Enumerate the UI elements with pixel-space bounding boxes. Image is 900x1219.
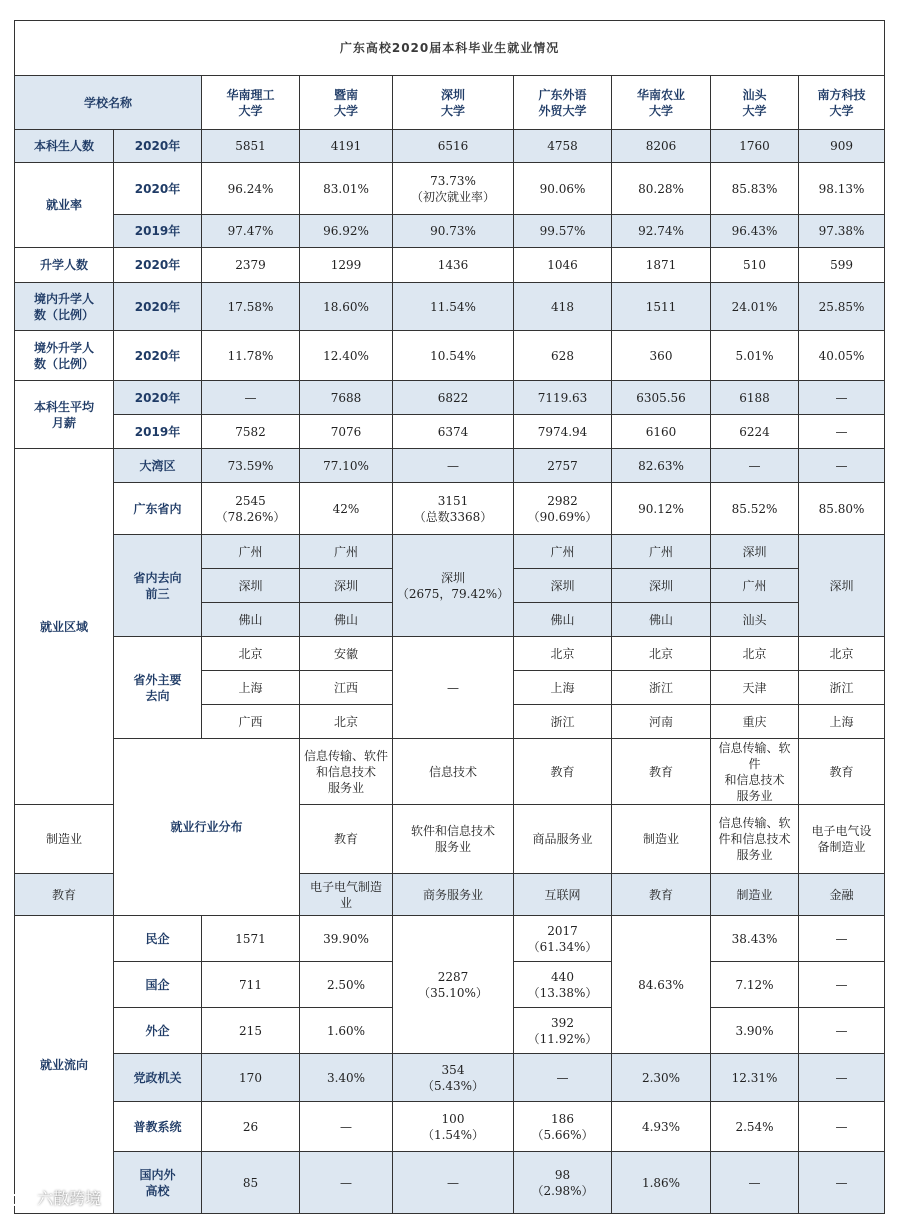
undergrad-count-row — [15, 130, 885, 163]
school-szu: 深圳 大学 — [393, 76, 514, 130]
cell: — — [393, 449, 514, 483]
cell: 96.92% — [300, 215, 393, 248]
cell: 6160 — [612, 415, 711, 449]
cell: — — [799, 1054, 885, 1102]
cell: 4758 — [514, 130, 612, 163]
year-label: 2020年 — [114, 381, 202, 415]
school-sustech: 南方科技 大学 — [799, 76, 885, 130]
cell: 4191 — [300, 130, 393, 163]
sub-label: 省内去向 前三 — [114, 535, 202, 637]
cell: 2982 （90.69%） — [514, 483, 612, 535]
cell: 制造业 — [711, 874, 799, 916]
cell: 440 （13.38%） — [514, 962, 612, 1008]
cell: 佛山 — [612, 603, 711, 637]
cell: 制造业 — [15, 805, 114, 874]
cell: 85.52% — [711, 483, 799, 535]
cell: 3151 （总数3368） — [393, 483, 514, 535]
cell: 909 — [799, 130, 885, 163]
cell: 1299 — [300, 248, 393, 283]
cell: — — [393, 637, 514, 739]
cell: 金融 — [799, 874, 885, 916]
cell: 软件和信息技术 服务业 — [393, 805, 514, 874]
cell: 96.43% — [711, 215, 799, 248]
cell: 教育 — [612, 739, 711, 805]
table-title: 广东高校2020届本科毕业生就业情况 — [15, 21, 885, 76]
cell: 浙江 — [612, 671, 711, 705]
cell: 信息传输、软 件和信息技术 服务业 — [711, 805, 799, 874]
cell: 深圳 （2675，79.42%） — [393, 535, 514, 637]
cell: 92.74% — [612, 215, 711, 248]
cell: — — [799, 449, 885, 483]
cell: 教育 — [799, 739, 885, 805]
cell: 170 — [202, 1054, 300, 1102]
header-row — [15, 76, 885, 130]
cell: 90.12% — [612, 483, 711, 535]
employment-table-container — [14, 20, 884, 1214]
cell: — — [799, 1102, 885, 1152]
year-label: 2020年 — [114, 283, 202, 331]
cell: 信息技术 — [393, 739, 514, 805]
cell: 7119.63 — [514, 381, 612, 415]
cell: 510 — [711, 248, 799, 283]
cell: 深圳 — [612, 569, 711, 603]
cell: 3.40% — [300, 1054, 393, 1102]
cell: 12.40% — [300, 331, 393, 381]
cell: 599 — [799, 248, 885, 283]
cell: 1436 — [393, 248, 514, 283]
cell: 98.13% — [799, 163, 885, 215]
cell: 教育 — [15, 874, 114, 916]
cell: 40.05% — [799, 331, 885, 381]
cell: 90.73% — [393, 215, 514, 248]
cell: 99.57% — [514, 215, 612, 248]
cell: 24.01% — [711, 283, 799, 331]
year-label: 2019年 — [114, 215, 202, 248]
cell: 上海 — [799, 705, 885, 739]
cell: 42% — [300, 483, 393, 535]
cell: 6374 — [393, 415, 514, 449]
cell: — — [799, 415, 885, 449]
cell: 84.63% — [612, 916, 711, 1054]
cell: 7582 — [202, 415, 300, 449]
cell: — — [799, 962, 885, 1008]
cell: 北京 — [612, 637, 711, 671]
row-label: 升学人数 — [15, 248, 114, 283]
cell: 1571 — [202, 916, 300, 962]
cell: 佛山 — [202, 603, 300, 637]
cell: 2545 （78.26%） — [202, 483, 300, 535]
year-label: 2019年 — [114, 415, 202, 449]
cell: 广西 — [202, 705, 300, 739]
cell: 12.31% — [711, 1054, 799, 1102]
cell: 354 （5.43%） — [393, 1054, 514, 1102]
sub-label: 党政机关 — [114, 1054, 202, 1102]
cell: 85 — [202, 1152, 300, 1214]
cell: 北京 — [711, 637, 799, 671]
cell: 6822 — [393, 381, 514, 415]
cell: 6305.56 — [612, 381, 711, 415]
cell: 85.83% — [711, 163, 799, 215]
cell: 418 — [514, 283, 612, 331]
school-scau: 华南农业 大学 — [612, 76, 711, 130]
salary-2019-row — [15, 415, 885, 449]
cell: 628 — [514, 331, 612, 381]
cell: 互联网 — [514, 874, 612, 916]
cell: 河南 — [612, 705, 711, 739]
cell: 1871 — [612, 248, 711, 283]
cell: 佛山 — [300, 603, 393, 637]
overseas-study-row — [15, 331, 885, 381]
row-label: 本科生人数 — [15, 130, 114, 163]
cell: — — [799, 1008, 885, 1054]
flow-party-row — [15, 1054, 885, 1102]
year-label: 2020年 — [114, 331, 202, 381]
flow-univ-row — [15, 1152, 885, 1214]
top3-row-1 — [15, 535, 885, 569]
cell: 77.10% — [300, 449, 393, 483]
year-label: 2020年 — [114, 130, 202, 163]
watermark-logo-icon — [8, 1193, 32, 1207]
cell: 5851 — [202, 130, 300, 163]
domestic-study-row — [15, 283, 885, 331]
cell: 商品服务业 — [514, 805, 612, 874]
school-stu: 汕头 大学 — [711, 76, 799, 130]
cell: 186 （5.66%） — [514, 1102, 612, 1152]
cell: 2287 （35.10%） — [393, 916, 514, 1054]
sub-label: 民企 — [114, 916, 202, 962]
sub-label: 省外主要 去向 — [114, 637, 202, 739]
employment-table — [14, 20, 885, 1214]
row-label: 就业区域 — [15, 449, 114, 805]
cell: — — [711, 449, 799, 483]
cell: 98 （2.98%） — [514, 1152, 612, 1214]
cell: 6516 — [393, 130, 514, 163]
cell: — — [202, 381, 300, 415]
cell: 安徽 — [300, 637, 393, 671]
employment-rate-2019-row — [15, 215, 885, 248]
cell: 北京 — [514, 637, 612, 671]
further-study-row — [15, 248, 885, 283]
cell: 6224 — [711, 415, 799, 449]
cell: 广州 — [612, 535, 711, 569]
sub-label: 广东省内 — [114, 483, 202, 535]
employment-rate-2020-row — [15, 163, 885, 215]
cell: 2379 — [202, 248, 300, 283]
cell: — — [799, 1152, 885, 1214]
row-label: 就业流向 — [15, 916, 114, 1214]
cell: — — [393, 1152, 514, 1214]
cell: 浙江 — [514, 705, 612, 739]
cell: 2.30% — [612, 1054, 711, 1102]
cell: 深圳 — [300, 569, 393, 603]
cell: 江西 — [300, 671, 393, 705]
cell: 7974.94 — [514, 415, 612, 449]
cell: 深圳 — [514, 569, 612, 603]
cell: 73.59% — [202, 449, 300, 483]
cell: 97.47% — [202, 215, 300, 248]
cell: 教育 — [612, 874, 711, 916]
cell: 5.01% — [711, 331, 799, 381]
cell: 汕头 — [711, 603, 799, 637]
cell: 215 — [202, 1008, 300, 1054]
cell: — — [799, 916, 885, 962]
year-label: 2020年 — [114, 163, 202, 215]
flow-private-row — [15, 916, 885, 962]
cell: 广州 — [202, 535, 300, 569]
cell: 85.80% — [799, 483, 885, 535]
cell: 80.28% — [612, 163, 711, 215]
cell: 上海 — [514, 671, 612, 705]
cell: 商务服务业 — [393, 874, 514, 916]
cell: 711 — [202, 962, 300, 1008]
cell: — — [300, 1152, 393, 1214]
watermark — [8, 1186, 101, 1209]
school-name-header: 学校名称 — [15, 76, 202, 130]
cell: 11.78% — [202, 331, 300, 381]
cell: 浙江 — [799, 671, 885, 705]
watermark-text: 六散跨境 — [37, 1189, 102, 1208]
guangdong-row — [15, 483, 885, 535]
cell: 1.60% — [300, 1008, 393, 1054]
outside-row-1 — [15, 637, 885, 671]
cell: 4.93% — [612, 1102, 711, 1152]
cell: 26 — [202, 1102, 300, 1152]
cell: 82.63% — [612, 449, 711, 483]
cell: 深圳 — [202, 569, 300, 603]
cell: 2017 （61.34%） — [514, 916, 612, 962]
cell: 北京 — [799, 637, 885, 671]
cell: 100 （1.54%） — [393, 1102, 514, 1152]
bay-area-row — [15, 449, 885, 483]
row-label: 境内升学人 数（比例） — [15, 283, 114, 331]
cell: 深圳 — [799, 535, 885, 637]
cell: 1511 — [612, 283, 711, 331]
cell: — — [514, 1054, 612, 1102]
cell: 11.54% — [393, 283, 514, 331]
row-label: 境外升学人 数（比例） — [15, 331, 114, 381]
sub-label: 外企 — [114, 1008, 202, 1054]
school-scut: 华南理工 大学 — [202, 76, 300, 130]
cell: 97.38% — [799, 215, 885, 248]
cell: — — [300, 1102, 393, 1152]
cell: 制造业 — [612, 805, 711, 874]
year-label: 2020年 — [114, 248, 202, 283]
cell: 2757 — [514, 449, 612, 483]
cell: 电子电气制造 业 — [300, 874, 393, 916]
row-label: 本科生平均 月薪 — [15, 381, 114, 449]
cell: 教育 — [514, 739, 612, 805]
cell: 上海 — [202, 671, 300, 705]
cell: 2.50% — [300, 962, 393, 1008]
salary-2020-row — [15, 381, 885, 415]
cell: 教育 — [300, 805, 393, 874]
school-jnu: 暨南 大学 — [300, 76, 393, 130]
cell: 电子电气设 备制造业 — [799, 805, 885, 874]
cell: 90.06% — [514, 163, 612, 215]
cell: 96.24% — [202, 163, 300, 215]
cell: 10.54% — [393, 331, 514, 381]
cell: 83.01% — [300, 163, 393, 215]
cell: 北京 — [300, 705, 393, 739]
cell: 重庆 — [711, 705, 799, 739]
industry-row-1 — [15, 739, 885, 805]
cell: 17.58% — [202, 283, 300, 331]
cell: 广州 — [300, 535, 393, 569]
cell: 广州 — [711, 569, 799, 603]
cell: 1760 — [711, 130, 799, 163]
cell: 1.86% — [612, 1152, 711, 1214]
cell: 7076 — [300, 415, 393, 449]
cell: 18.60% — [300, 283, 393, 331]
cell: 25.85% — [799, 283, 885, 331]
cell: 73.73% （初次就业率） — [393, 163, 514, 215]
cell: 392 （11.92%） — [514, 1008, 612, 1054]
cell: 8206 — [612, 130, 711, 163]
cell: 39.90% — [300, 916, 393, 962]
cell: 信息传输、软件 和信息技术 服务业 — [300, 739, 393, 805]
cell: 佛山 — [514, 603, 612, 637]
cell: 3.90% — [711, 1008, 799, 1054]
cell: 38.43% — [711, 916, 799, 962]
sub-label: 国企 — [114, 962, 202, 1008]
cell: 1046 — [514, 248, 612, 283]
cell: 7688 — [300, 381, 393, 415]
cell: 6188 — [711, 381, 799, 415]
cell: 2.54% — [711, 1102, 799, 1152]
cell: 天津 — [711, 671, 799, 705]
cell: 360 — [612, 331, 711, 381]
cell: 深圳 — [711, 535, 799, 569]
cell: 信息传输、软件 和信息技术 服务业 — [711, 739, 799, 805]
school-gdufs: 广东外语 外贸大学 — [514, 76, 612, 130]
cell: — — [711, 1152, 799, 1214]
sub-label: 大湾区 — [114, 449, 202, 483]
sub-label: 国内外 高校 — [114, 1152, 202, 1214]
row-label: 就业行业分布 — [114, 739, 300, 916]
sub-label: 普教系统 — [114, 1102, 202, 1152]
flow-edu-row — [15, 1102, 885, 1152]
cell: — — [799, 381, 885, 415]
cell: 广州 — [514, 535, 612, 569]
cell: 7.12% — [711, 962, 799, 1008]
cell: 北京 — [202, 637, 300, 671]
row-label: 就业率 — [15, 163, 114, 248]
